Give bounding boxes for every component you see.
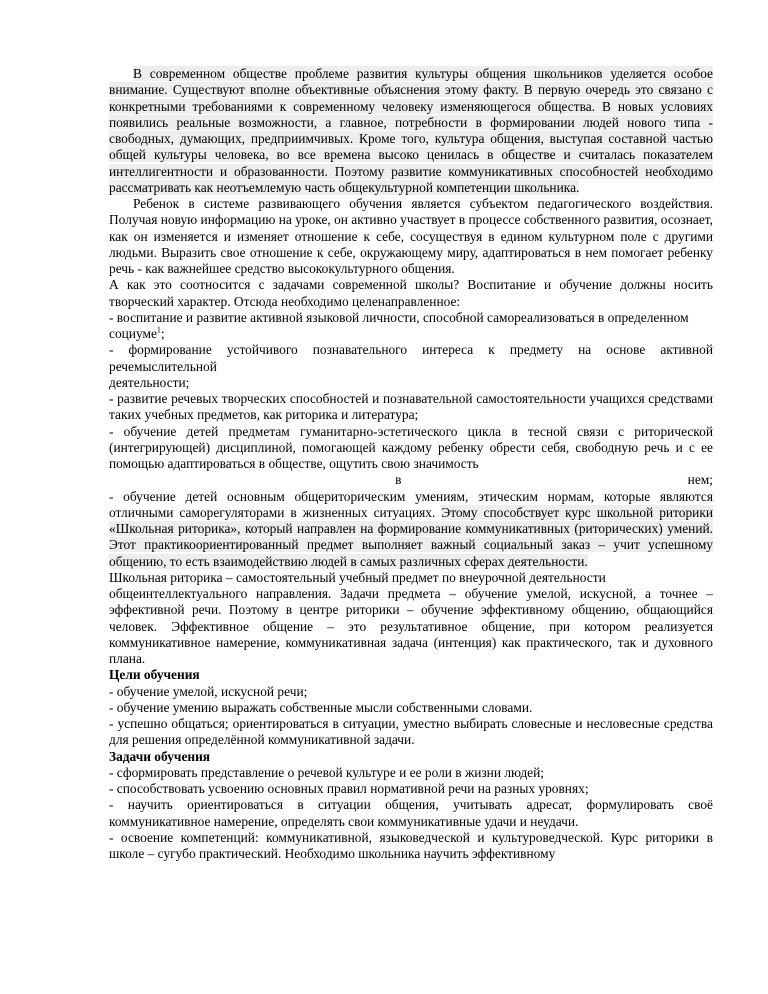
list-item-2-tail: деятельности; [109,374,190,390]
goal-item: - обучение умелой, искусной речи; [109,683,308,699]
goal-item: - успешно общаться; ориентироваться в ситуации, уместно выбирать словесные и несловесные средства для решения определённой коммуникативной задачи. [109,716,713,748]
task-item: - освоение компетенций: коммуникативной, языковедческой и культуроведческой. Курс риторики в школе – сугубо практический. Необходимо школьника научить эффективному [109,829,713,861]
list-item-1-tail: социуме$^1$; [109,325,165,341]
list-item-4: - обучение детей предметам гуманитарно-эстетического цикла в тесной связи с риторической (интегрирующей) дисциплиной, помогающей каждому ребенку обрести себя, свободную речь и с ее помощью адаптироваться в обществе, ощутить свою значимость [109,423,713,471]
goals-heading: Цели обучения [109,667,200,683]
highlighted-text: В современном обществе проблеме развития культуры общения школьников уделяется особое внимание. Существуют вполне объективные объяснения этому факту. В первую очередь это связано с конкретными требованиями к современному человеку изменяющегося общества. В новых условиях появились реальные возможности, а главное, потребности в формировании людей нового типа - свободных, думающих, предприимчивых. Кроме того, культура общения, выступая составной частью общей культуры человека, во все времена высоко ценилась в обществе и считалась показателем интеллигентности и образованности. Поэтому развитие коммуникативных способностей необходимо рассматривать как неотъемлемую часть общекультурной компетенции школьника. [109,66,713,195]
task-item: - сформировать представление о речевой культуре и ее роли в жизни людей; [109,764,544,780]
task-item: - способствовать усвоению основных правил нормативной речи на разных уровнях; [109,781,589,796]
list-item-4-tail: в нем; [395,472,713,488]
highlighted-text-2: Этому способствует курс школьной риторики «Школьная риторика», который направлен на формирование коммуникативных (риторических) умений. Этот практикоориентированный предмет выполняет важный социальный заказ – учит успешному общению, то есть взаимодействию людей в самых различных сферах деятельности. [109,504,713,569]
document-body [109,66,713,862]
paragraph-rhetoric-1: Школьная риторика – самостоятельный учебный предмет по внеурочной деятельности [109,569,606,585]
list-item-2: - формирование устойчивого познавательного интереса к предмету на основе активной речемыслительной [109,342,713,374]
paragraph-development: Ребенок в системе развивающего обучения является субъектом педагогического воздействия. Получая новую информацию на уроке, он активно участвует в процессе собственного развития, осознает, как он изменяется и изменяет отношение к себе, сосуществуя в едином культурном поле с другими людьми. Выразить свое отношение к себе, окружающему миру, адаптироваться в нем помогает ребенку речь - как важнейшее средство высококультурного общения. [109,196,713,276]
paragraph-rhetoric-2: общеинтеллектуального направления. Задачи предмета – обучение умелой, искусной, а точнее – эффективной речи. Поэтому в центре риторики – обучение эффективному общению, общающийся человек. Эффективное общение – это результативное общение, при котором реализуется коммуникативное намерение, коммуникативная задача (интенция) как практического, так и духовного плана. [109,586,713,666]
intro-paragraph [109,66,713,196]
goal-item: - обучение умению выражать собственные мысли собственными словами. [109,699,533,715]
list-item-5: - обучение детей основным общериторическим умениям, этическим нормам, которые являются отличными саморегуляторами в жизненных ситуациях. Этому способствует курс школьной риторики «Школьная риторика», который направлен на формирование коммуникативных (риторических) умений. Этот практикоориентированный предмет выполняет важный социальный заказ – учит успешному общению, то есть взаимодействию людей в самых различных сферах деятельности. [109,488,713,569]
footnote-ref: 1 [156,325,161,335]
list-item-3: - развитие речевых творческих способностей и познавательной самостоятельности учащихся средствами таких учебных предметов, как риторика и литература; [109,391,713,423]
task-item: - научить ориентироваться в ситуации общения, учитывать адресат, формулировать своё коммуникативное намерение, определять свои коммуникативные удачи и неудачи. [109,797,713,829]
list-item-1: - воспитание и развитие активной языковой личности, способной самореализоваться в определенном [109,309,689,325]
paragraph-school-tasks: А как это соотносится с задачами современной школы? Воспитание и обучение должны носить творческий характер. Отсюда необходимо целенаправленное: [109,277,713,309]
tasks-heading: Задачи обучения [109,748,211,764]
